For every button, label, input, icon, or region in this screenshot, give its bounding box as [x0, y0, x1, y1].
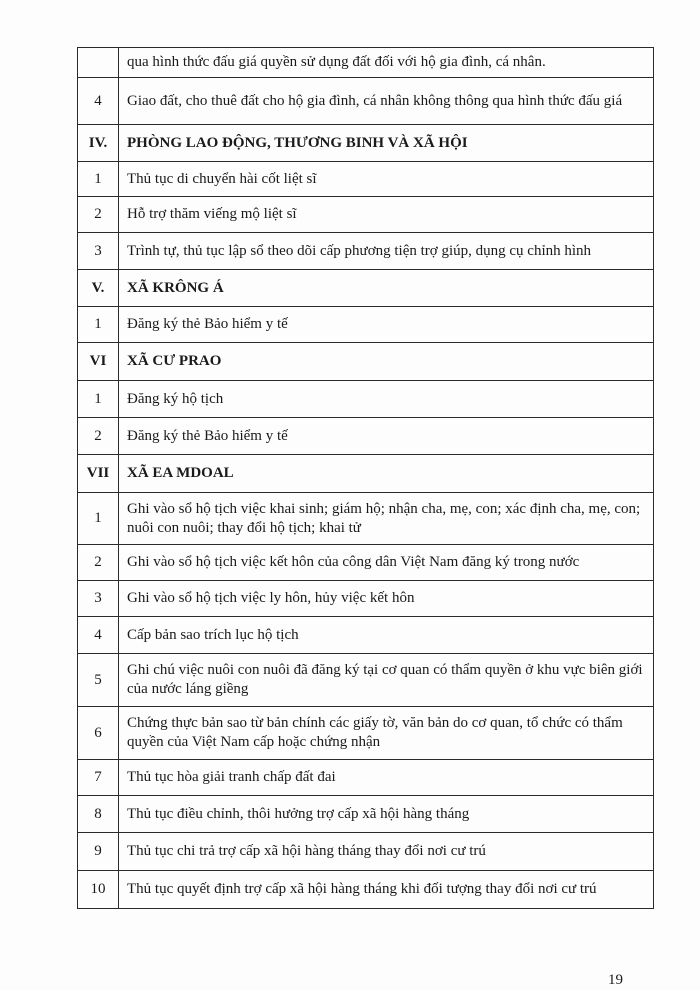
table-row	[78, 493, 654, 545]
row-number: 3	[78, 581, 119, 617]
procedure-name: qua hình thức đấu giá quyền sử dụng đất đối với hộ gia đình, cá nhân.	[119, 48, 654, 78]
procedure-name: Ghi vào sổ hộ tịch việc kết hôn của công dân Việt Nam đăng ký trong nước	[119, 545, 654, 581]
row-number: 4	[78, 78, 119, 125]
table-row	[78, 796, 654, 833]
section-title: XÃ CƯ PRAO	[119, 343, 654, 381]
table-row	[78, 233, 654, 270]
table-row	[78, 707, 654, 760]
table-row	[78, 48, 654, 78]
row-number: 6	[78, 707, 119, 760]
procedure-name: Ghi chú việc nuôi con nuôi đã đăng ký tại cơ quan có thẩm quyền ở khu vực biên giới của nước láng giềng	[119, 654, 654, 707]
section-title: PHÒNG LAO ĐỘNG, THƯƠNG BINH VÀ XÃ HỘI	[119, 125, 654, 162]
section-number: IV.	[78, 125, 119, 162]
section-number: VII	[78, 455, 119, 493]
row-number: 7	[78, 760, 119, 796]
row-number: 2	[78, 197, 119, 233]
row-number: 2	[78, 418, 119, 455]
row-number: 10	[78, 871, 119, 909]
section-title: XÃ KRÔNG Á	[119, 270, 654, 307]
row-number: 9	[78, 833, 119, 871]
procedure-name: Thủ tục di chuyển hài cốt liệt sĩ	[119, 162, 654, 197]
row-number: 1	[78, 307, 119, 343]
procedure-name: Chứng thực bản sao từ bản chính các giấy tờ, văn bản do cơ quan, tổ chức có thẩm quyền của Việt Nam cấp hoặc chứng nhận	[119, 707, 654, 760]
table-row	[78, 307, 654, 343]
row-number: 8	[78, 796, 119, 833]
procedure-name: Đăng ký thẻ Bảo hiểm y tế	[119, 307, 654, 343]
row-number: 1	[78, 162, 119, 197]
procedure-name: Trình tự, thủ tục lập sổ theo dõi cấp phương tiện trợ giúp, dụng cụ chỉnh hình	[119, 233, 654, 270]
section-row	[78, 270, 654, 307]
row-number: 1	[78, 381, 119, 418]
table-row	[78, 418, 654, 455]
table-row	[78, 162, 654, 197]
procedure-name: Thủ tục điều chỉnh, thôi hưởng trợ cấp xã hội hàng tháng	[119, 796, 654, 833]
procedure-name: Đăng ký hộ tịch	[119, 381, 654, 418]
procedure-name: Ghi vào sổ hộ tịch việc ly hôn, hủy việc kết hôn	[119, 581, 654, 617]
section-row	[78, 343, 654, 381]
row-number: 4	[78, 617, 119, 654]
table-row	[78, 833, 654, 871]
table-row	[78, 197, 654, 233]
table-row	[78, 871, 654, 909]
section-number: VI	[78, 343, 119, 381]
row-number: 2	[78, 545, 119, 581]
procedure-name: Giao đất, cho thuê đất cho hộ gia đình, cá nhân không thông qua hình thức đấu giá	[119, 78, 654, 125]
procedure-name: Ghi vào sổ hộ tịch việc khai sinh; giám hộ; nhận cha, mẹ, con; xác định cha, mẹ, con; nuôi con nuôi; thay đổi hộ tịch; khai tử	[119, 493, 654, 545]
table-row	[78, 654, 654, 707]
section-number: V.	[78, 270, 119, 307]
procedure-name: Đăng ký thẻ Bảo hiểm y tế	[119, 418, 654, 455]
row-number: 1	[78, 493, 119, 545]
table-row	[78, 381, 654, 418]
table-row	[78, 760, 654, 796]
procedure-name: Thủ tục chi trả trợ cấp xã hội hàng tháng thay đổi nơi cư trú	[119, 833, 654, 871]
section-row	[78, 125, 654, 162]
table-row	[78, 617, 654, 654]
procedures-table	[77, 47, 654, 909]
section-row	[78, 455, 654, 493]
table-row	[78, 545, 654, 581]
row-number	[78, 48, 119, 78]
procedure-name: Thủ tục hòa giải tranh chấp đất đai	[119, 760, 654, 796]
page-number: 19	[608, 972, 623, 988]
table-row	[78, 581, 654, 617]
procedures-table-body	[78, 48, 654, 909]
section-title: XÃ EA MDOAL	[119, 455, 654, 493]
procedure-name: Thủ tục quyết định trợ cấp xã hội hàng tháng khi đối tượng thay đổi nơi cư trú	[119, 871, 654, 909]
row-number: 5	[78, 654, 119, 707]
procedure-name: Cấp bản sao trích lục hộ tịch	[119, 617, 654, 654]
procedure-name: Hỗ trợ thăm viếng mộ liệt sĩ	[119, 197, 654, 233]
row-number: 3	[78, 233, 119, 270]
table-row	[78, 78, 654, 125]
